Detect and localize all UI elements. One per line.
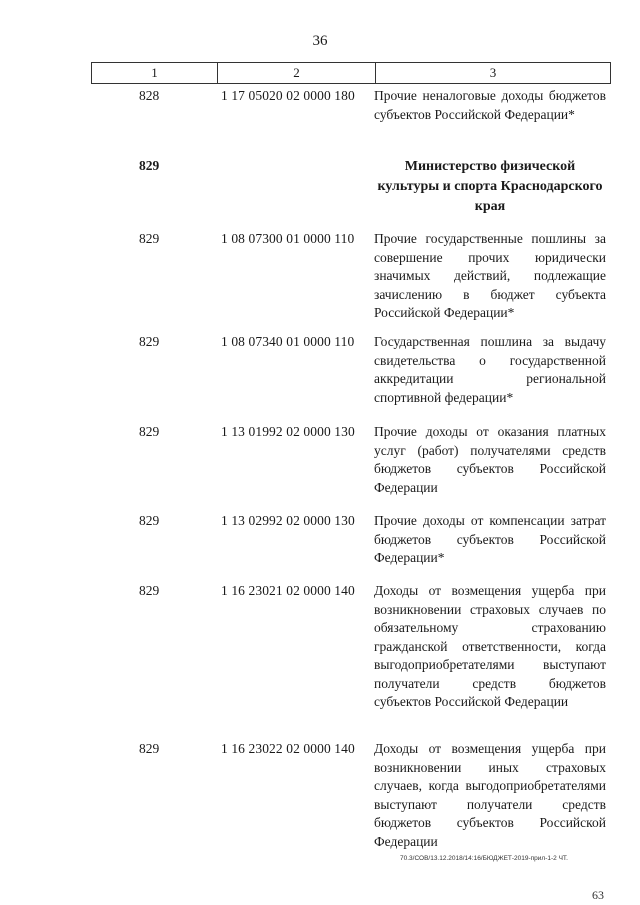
column-2-number: 2 xyxy=(218,63,376,83)
revenue-description: Доходы от возмещения ущерба при возникновении иных страховых случаев, когда выгодоприобретателями выступают получатели средств бюджетов субъектов Российской Федерации xyxy=(374,741,606,849)
revenue-description: Прочие доходы от оказания платных услуг (работ) получателями средств бюджетов субъектов Российской Федерации xyxy=(374,424,606,495)
column-1-number: 1 xyxy=(92,63,218,83)
revenue-code: 1 13 01992 02 0000 130 xyxy=(221,424,355,439)
administrator-code: 829 xyxy=(139,513,160,528)
revenue-code: 1 13 02992 02 0000 130 xyxy=(221,513,355,528)
administrator-code: 828 xyxy=(139,88,160,103)
column-number-header xyxy=(91,62,611,84)
revenue-description: Доходы от возмещения ущерба при возникновении страховых случаев по обязательному страхованию гражданской ответственности, когда выгодоприобретателями выступают получатели средств бюджетов субъектов Российской Федерации xyxy=(374,583,606,709)
revenue-code: 1 16 23021 02 0000 140 xyxy=(221,583,355,598)
administrator-code: 829 xyxy=(139,334,160,349)
administrator-code: 829 xyxy=(139,231,160,246)
revenue-description: Государственная пошлина за выдачу свидетельства о государственной аккредитации региональной спортивной федерации* xyxy=(374,334,606,405)
column-3-number: 3 xyxy=(489,65,497,80)
page-number: 36 xyxy=(312,33,328,49)
revenue-code: 1 16 23022 02 0000 140 xyxy=(221,741,355,756)
document-footer-note: 70.3/СОВ/13.12.2018/14:16/БЮДЖЕТ-2019-прил-1-2 ЧТ. xyxy=(400,855,568,862)
administrator-code: 829 xyxy=(139,741,160,756)
revenue-code: 1 08 07340 01 0000 110 xyxy=(221,334,355,349)
revenue-code: 1 17 05020 02 0000 180 xyxy=(221,88,355,103)
revenue-code: 1 08 07300 01 0000 110 xyxy=(221,231,355,246)
administrator-code: 829 xyxy=(139,158,160,173)
administrator-code: 829 xyxy=(139,583,160,598)
revenue-description: Прочие доходы от компенсации затрат бюджетов субъектов Российской Федерации* xyxy=(374,513,606,565)
revenue-description: Прочие государственные пошлины за совершение прочих юридически значимых действий, подлежащие зачислению в бюджет субъекта Российской Федерации* xyxy=(374,231,606,320)
ministry-name: Министерство физической культуры и спорта Краснодарского края xyxy=(377,159,603,214)
corner-page-number: 63 xyxy=(592,888,604,902)
revenue-description: Прочие неналоговые доходы бюджетов субъектов Российской Федерации* xyxy=(374,88,606,122)
administrator-code: 829 xyxy=(139,424,160,439)
